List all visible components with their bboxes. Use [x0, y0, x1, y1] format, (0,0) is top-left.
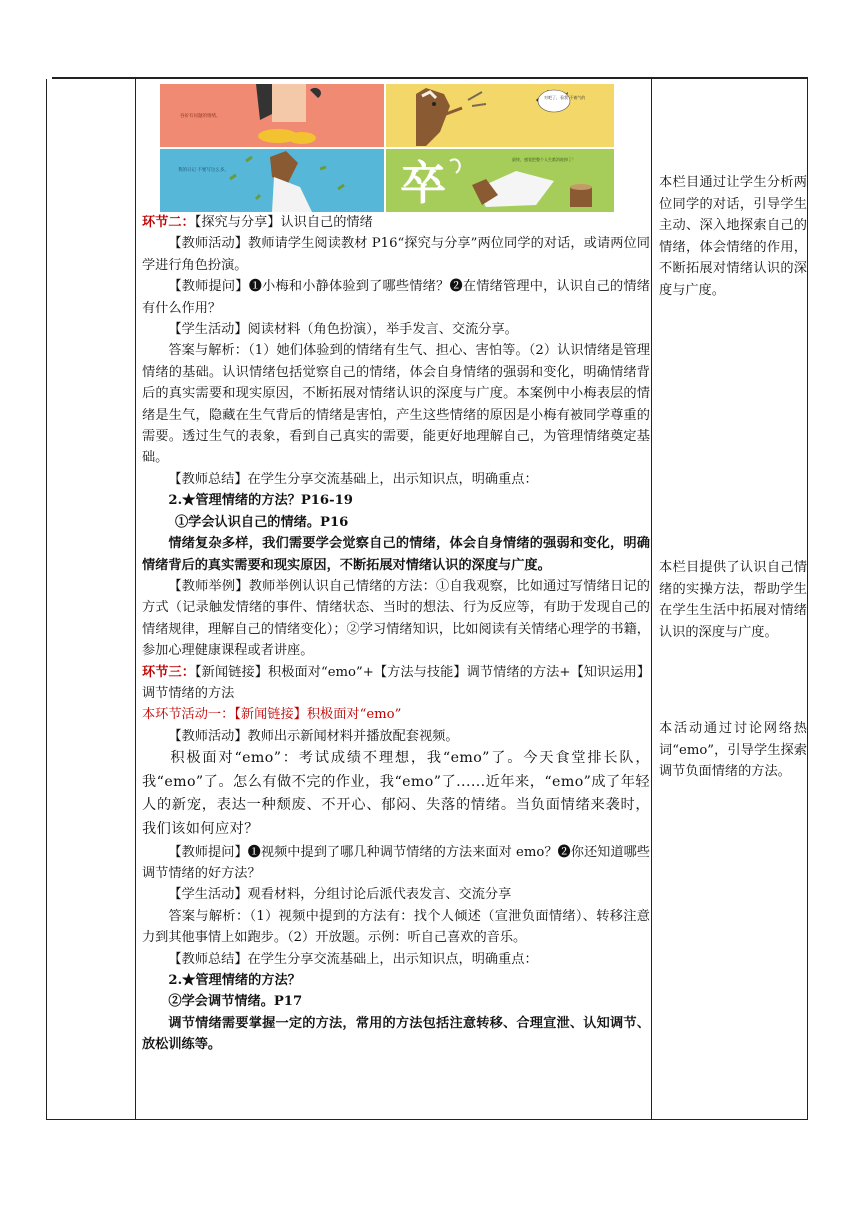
student-activity-2: 【学生活动】观看材料，分组讨论后派代表发言、交流分享 [168, 887, 512, 903]
answer-analysis-2: 答案与解析：（1）视频中提到的方法有：找个人倾述（宣泄负面情绪）、转移注意力到其他事情上如跑步。（2）开放题。示例：听自己喜欢的音乐。 [142, 908, 650, 946]
teacher-activity-1: 【教师活动】教师请学生阅读教材 P16“探究与分享”两位同学的对话，或请两位同学进行角色扮演。 [142, 236, 650, 273]
comic-figure-4 [386, 149, 614, 212]
side-note-1 [659, 172, 807, 302]
teacher-example: 【教师举例】教师举例认识自己情绪的方法：①自我观察，比如通过写情绪日记的方式（记录触发情绪的事件、情绪状态、当时的想法、行为反应等，有助于发现自己的情绪规律，理解自己的情绪变化）；②学习情绪知识，比如阅读有关情绪心理学的书籍，参加心理健康课程或者讲座。 [142, 578, 650, 659]
table-left-border [46, 79, 47, 1120]
comic-illustration [160, 84, 614, 212]
teacher-question-1: 【教师提问】❶小梅和小静体验到了哪些情绪？❷在情绪管理中，认识自己的情绪有什么作用？ [142, 279, 650, 316]
comic-panel-1 [160, 84, 384, 147]
lesson-content [142, 212, 650, 1056]
comic-speech-bubble: 对吧了，看我 不被气的 [544, 95, 586, 100]
teacher-question-2: 【教师提问】❶视频中提到了哪几种调节情绪的方法来面对 emo？❷你还知道哪些调节情绪的好方法？ [142, 844, 650, 881]
side-note-1-text: 本栏目通过让学生分析两位同学的对话，引导学生主动、深入地探索自己的情绪，体会情绪的作用，不断拓展对情绪认识的深度与广度。 [659, 175, 807, 298]
knowledge-subpoint-1: ①学会认识自己的情绪。P16 [175, 514, 349, 530]
section-2-title: 【探究与分享】认识自己的情绪 [194, 215, 373, 230]
comic-big-character: 卒 [400, 156, 446, 210]
comic-figure-1 [160, 84, 384, 147]
section-2-heading: 环节二： [142, 215, 195, 230]
knowledge-point-heading-2: 2.★管理情绪的方法？ [168, 972, 301, 988]
teacher-activity-2: 【教师活动】教师出示新闻材料并播放配套视频。 [168, 728, 459, 744]
section-3-title: 【新闻链接】积极面对“emo”+【方法与技能】调节情绪的方法+【知识运用】调节情绪的方法 [142, 664, 651, 701]
section-3-heading: 环节三： [142, 664, 196, 680]
knowledge-text-1: 情绪复杂多样，我们需要学会觉察自己的情绪，体会自身情绪的强弱和变化，明确情绪背后的真实需要和现实原因，不断拓展对情绪认识的深度与广度。 [142, 536, 650, 573]
table-right-border [807, 79, 808, 1120]
knowledge-subpoint-2: ②学会调节情绪。P17 [168, 994, 303, 1010]
comic-caption-3: 我的日记 不要写这么多。 [178, 168, 229, 173]
student-activity-1: 【学生活动】阅读材料（角色扮演），举手发言、交流分享。 [168, 322, 518, 338]
side-note-3-text: 本活动通过讨论网络热词“emo”，引导学生探索调节负面情绪的方法。 [659, 721, 807, 780]
side-note-2-text: 本栏目提供了认识自己情绪的实操方法，帮助学生在学生生活中拓展对情绪认识的深度与广度。 [659, 560, 807, 640]
side-note-3 [659, 718, 807, 783]
table-bottom-border [46, 1119, 808, 1120]
comic-panel-3 [160, 149, 384, 212]
comic-caption-4: 最终，感觉把整个人生都消耗掉了！ [512, 157, 576, 162]
comic-figure-2 [386, 84, 614, 147]
comic-figure-3 [160, 149, 384, 212]
teacher-summary-1: 【教师总结】在学生分享交流基础上，出示知识点，明确重点： [168, 471, 538, 487]
teacher-summary-2: 【教师总结】在学生分享交流基础上，出示知识点，明确重点： [168, 951, 538, 967]
comic-caption-1: 谷价有问题的情绪。 [180, 114, 221, 119]
answer-analysis-1: 答案与解析：（1）她们体验到的情绪有生气、担心、害怕等。（2）认识情绪是管理情绪的基础。认识情绪包括觉察自己的情绪，体会自身情绪的强弱和变化，明确情绪背后的真实需要和现实原因，不断拓展对情绪认识的深度与广度。本案例中小梅表层的情绪是生气，隐藏在生气背后的情绪是害怕，产生这些情绪的原因是小梅有被同学尊重的需要。透过生气的表象，看到自己真实的需要，能更好地理解自己，为管理情绪奠定基础。 [142, 343, 650, 466]
table-column-divider-2 [651, 79, 652, 1120]
comic-panel-2 [386, 84, 614, 147]
activity-1-heading: 本环节活动一：【新闻链接】积极面对“emo” [142, 707, 402, 723]
knowledge-point-heading-1: 2.★管理情绪的方法？P16-19 [168, 493, 353, 509]
side-note-2 [659, 557, 807, 643]
news-material: 积极面对“emo”：考试成绩不理想，我“emo”了。今天食堂排长队，我“emo”了。怎么有做不完的作业，我“emo”了......近年来，“emo”成了年轻人的新宠，表达一种颓废、不开心、郁闷、失落的情绪。当负面情绪来袭时，我们该如何应对？ [142, 750, 650, 837]
table-top-border [52, 77, 808, 79]
knowledge-text-2: 调节情绪需要掌握一定的方法，常用的方法包括注意转移、合理宣泄、认知调节、放松训练等。 [142, 1015, 650, 1053]
comic-panel-4 [386, 149, 614, 212]
table-column-divider-1 [135, 79, 136, 1120]
